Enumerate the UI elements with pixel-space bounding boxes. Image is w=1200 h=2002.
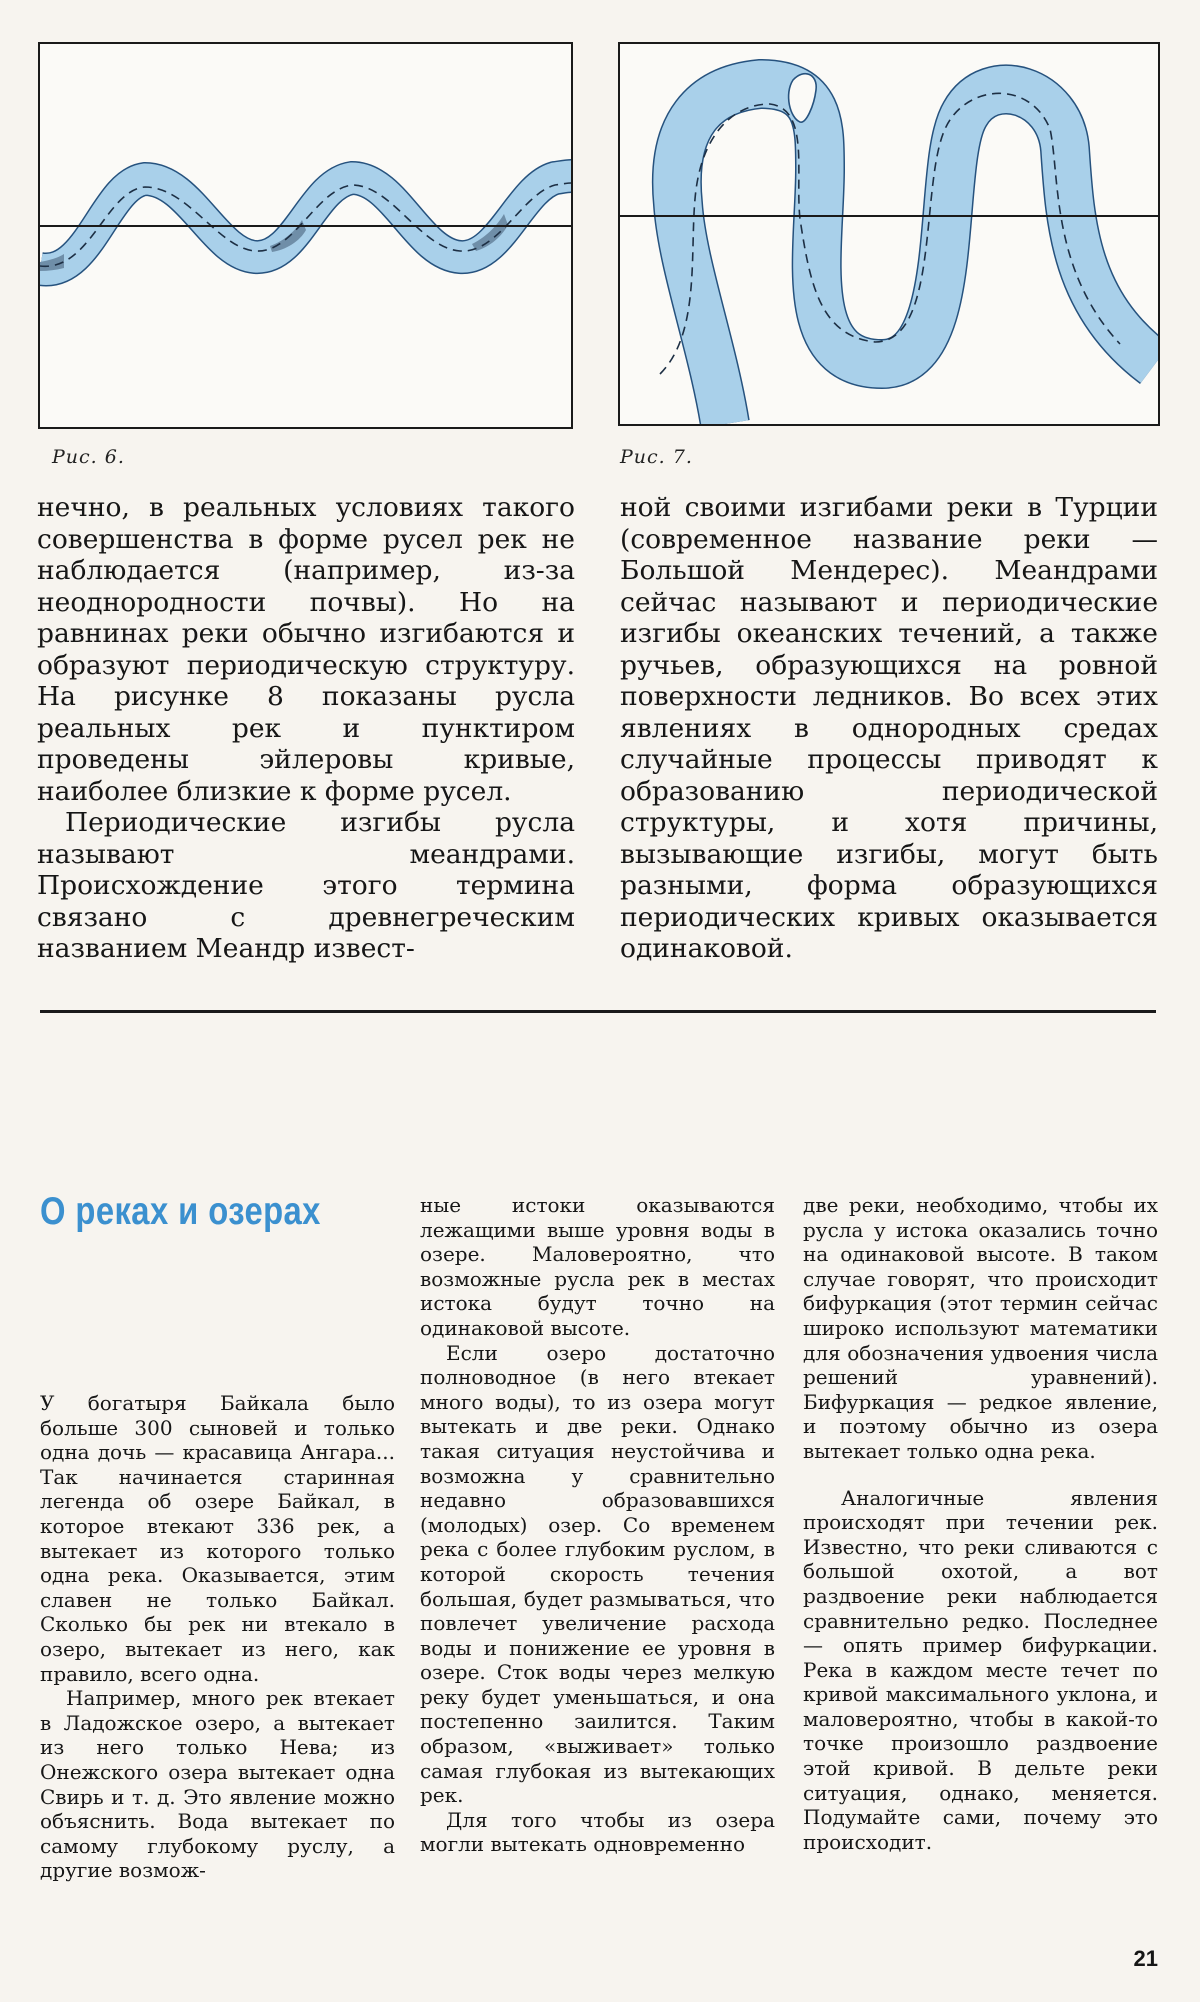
paragraph: Периодические изгибы русла называют меандрами. Происхождение этого термина связано с древнегреческим названием Меандр извест- [37,807,575,964]
fig7-river-water [677,84,1155,424]
article-column-3 [803,1193,1158,1854]
section-divider [40,1010,1156,1013]
article-column-1 [40,1391,395,1883]
paragraph: Например, много рек втекает в Ладожское озеро, а вытекает из него только Нева; из Онежского озера вытекает одна Свирь и т. д. Это явление можно объяснить. Вода вытекает по самому глубокому руслу, а другие возмож- [40,1686,395,1883]
article-title: О реках и озерах [40,1190,321,1233]
paragraph: две реки, необходимо, чтобы их русла у истока оказались точно на одинаковой высоте. В таком случае говорят, что происходит бифуркация (этот термин сейчас широко используют математики для обозначения удвоения числа решений уравнений). Бифуркация — редкое явление, и поэтому обычно из озера вытекает только одна река. [803,1193,1158,1463]
paragraph: ной своими изгибами реки в Турции (современное название реки — Большой Мендерес). Меандрами сейчас называют и периодические изгибы океанских течений, а также ручьев, образующихся на ровной поверхности ледников. Во всех этих явлениях в однородных средах случайные процессы приводят к образованию периодической структуры, и хотя причины, вызывающие изгибы, могут быть разными, форма образующихся периодических кривых оказывается одинаковой. [620,492,1158,964]
paragraph: ные истоки оказываются лежащими выше уровня воды в озере. Маловероятно, что возможные русла рек в местах истока будут точно на одинаковой высоте. [420,1193,775,1340]
figure-7-drawing [620,44,1158,424]
figure-7-caption: Рис. 7. [620,446,693,468]
figure-6 [38,42,573,429]
paragraph: Если озеро достаточно полноводное (в него втекает много воды), то из озера могут вытекать и две реки. Однако такая ситуация неустойчива и возможна у сравнительно недавно образовавшихся (молодых) озер. Со временем река с более глубоким руслом, в которой скорость течения большая, будет размываться, что повлечет увеличение расхода воды и понижение ее уровня в озере. Сток воды через мелкую реку будет уменьшаться, и она постепенно заилится. Таким образом, «выживает» только самая глубокая из вытекающих рек. [420,1340,775,1808]
paragraph: У богатыря Байкала было больше 300 сыновей и только одна дочь — красавица Ангара... Так начинается старинная легенда об озере Байкал, в которое втекают 336 рек, а вытекает из которого только одна река. Оказывается, этим славен не только Байкал. Сколько бы рек ни втекало в озеро, вытекает из него, как правило, всего одна. [40,1391,395,1686]
top-text-left [37,492,575,965]
figure-6-caption: Рис. 6. [52,446,125,468]
article-column-2 [420,1193,775,1857]
page-number: 21 [1133,1946,1158,1971]
figure-7 [618,42,1160,426]
top-text-right [620,492,1158,965]
paragraph: Для того чтобы из озера могли вытекать одновременно [420,1807,775,1857]
paragraph: Аналогичные явления происходят при течении рек. Известно, что реки сливаются с большой охотой, а вот раздвоение реки наблюдается сравнительно редко. Последнее — опять пример бифуркации. Река в каждом месте течет по кривой максимального уклона, и маловероятно, чтобы в какой-то точке произошло раздвоение этой кривой. В дельте реки ситуация, однако, меняется. Подумайте сами, почему это происходит. [803,1485,1158,1854]
paragraph: нечно, в реальных условиях такого совершенства в форме русел рек не наблюдается (например, из-за неоднородности почвы). Но на равнинах реки обычно изгибаются и образуют периодическую структуру. На рисунке 8 показаны русла реальных рек и пунктиром проведены эйлеровы кривые, наиболее близкие к форме русел. [37,492,575,807]
figure-6-drawing [40,44,571,427]
